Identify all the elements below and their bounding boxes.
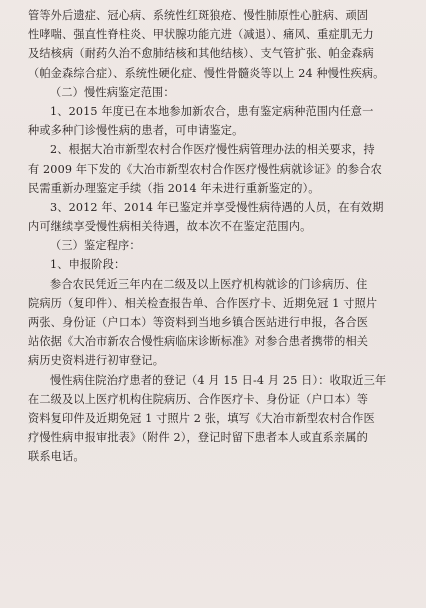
text-line: 3、2012 年、2014 年已鉴定并享受慢性病待遇的人员，在有效期	[50, 200, 384, 214]
document-body	[28, 6, 398, 467]
text-line: （三）鉴定程序：	[50, 239, 141, 253]
text-line: 内可继续享受慢性病相关待遇，故本次不在鉴定范围内。	[28, 220, 312, 234]
text-line: 2、根据大冶市新型农村合作医疗慢性病管理办法的相关要求，持	[50, 143, 375, 157]
text-line: 1、2015 年度已在本地参加新农合，患有鉴定病种范围内任意一	[50, 104, 374, 118]
text-line: 种或多种门诊慢性病的患者，可申请鉴定。	[28, 124, 244, 138]
text-line: 病历史资料进行初审登记。	[28, 354, 165, 368]
text-line: 在二级及以上医疗机构住院病历、合作医疗卡、身份证（户口本）等	[28, 392, 369, 406]
text-line: 院病历（复印件）、相关检查报告单、合作医疗卡、近期免冠 1 寸照片	[28, 296, 378, 310]
text-line: （帕金森综合症）、系统性硬化症、慢性骨髓炎等以上 24 种慢性疾病。	[28, 66, 385, 80]
text-line: 有 2009 年下发的《大冶市新型农村合作医疗慢性病就诊证》的参合农	[28, 162, 382, 176]
text-line: 及结核病（耐药久治不愈肺结核和其他结核）、支气管扩张、帕金森病	[28, 47, 374, 61]
text-line: 疗慢性病申报审批表》（附件 2），登记时留下患者本人或直系亲属的	[28, 431, 368, 445]
text-line: 性哮喘、强直性脊柱炎、甲状腺功能亢进（减退）、痛风、重症肌无力	[28, 28, 374, 42]
text-line: （二）慢性病鉴定范围：	[50, 85, 175, 99]
text-line: 资料复印件及近期免冠 1 寸照片 2 张，填写《大冶市新型农村合作医	[28, 411, 375, 425]
text-line: 管等外后遗症、冠心病、系统性红斑狼疮、慢性肺原性心脏病、顽固	[28, 9, 369, 22]
text-line: 联系电话。	[28, 450, 85, 464]
text-line: 慢性病住院治疗患者的登记（4 月 15 日-4 月 25 日）：收取近三年	[50, 373, 387, 387]
text-line: 民需重新办理鉴定手续（指 2014 年未进行重新鉴定的）。	[28, 181, 320, 195]
text-line: 站依据《大冶市新农合慢性病临床诊断标准》对参合患者携带的相关	[28, 335, 369, 349]
text-line: 参合农民凭近三年内在二级及以上医疗机构就诊的门诊病历、住	[50, 277, 368, 291]
text-line: 两张、身份证（户口本）等资料到当地乡镇合医站进行申报，各合医	[28, 316, 369, 329]
text-line: 1、申报阶段：	[50, 258, 126, 272]
